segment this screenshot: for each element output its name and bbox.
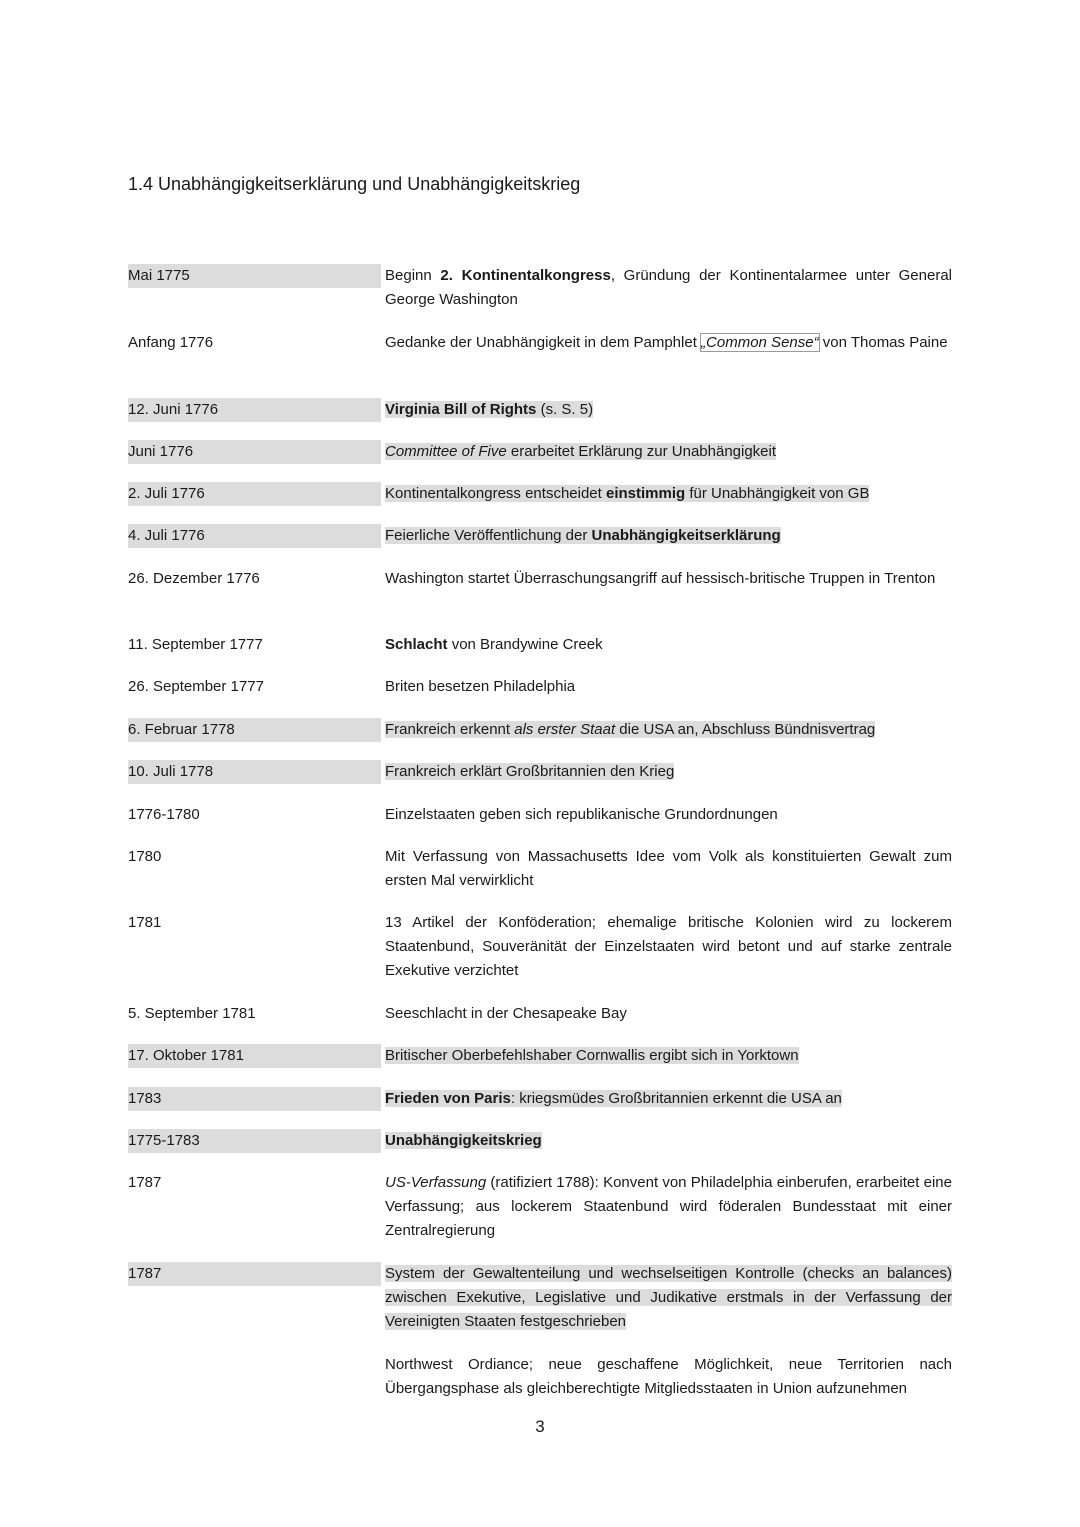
entry-description xyxy=(385,524,952,548)
entry-date: Juni 1776 xyxy=(128,440,381,464)
bold-text: Unabhängigkeitskrieg xyxy=(385,1132,542,1149)
entry-date: 12. Juni 1776 xyxy=(128,398,381,422)
entry-description xyxy=(385,331,952,355)
entry-date: 1787 xyxy=(128,1174,162,1191)
entry-description xyxy=(385,718,952,742)
entry-description xyxy=(385,1129,952,1153)
entry-date: 17. Oktober 1781 xyxy=(128,1044,381,1068)
text-segment: Feierliche Veröffentlichung der xyxy=(385,527,592,544)
bold-text: Frieden von Paris xyxy=(385,1090,511,1107)
text-segment: von Thomas Paine xyxy=(818,334,948,351)
entry-date: 1775-1783 xyxy=(128,1129,381,1153)
entry-description xyxy=(385,1262,952,1335)
entry-date: 1787 xyxy=(128,1262,381,1286)
text-segment: Einzelstaaten geben sich republikanische Grundordnungen xyxy=(385,806,778,823)
text-segment: (s. S. 5) xyxy=(536,401,594,418)
italic-text: als erster Staat xyxy=(514,721,616,738)
text-segment: : kriegsmüdes Großbritannien erkennt die USA an xyxy=(510,1090,842,1107)
entry-date: 1776-1780 xyxy=(128,806,200,823)
entry-date: Anfang 1776 xyxy=(128,334,214,351)
entry-date: 4. Juli 1776 xyxy=(128,524,381,548)
text-segment: für Unabhängigkeit von GB xyxy=(685,485,870,502)
entry-date: 6. Februar 1778 xyxy=(128,718,381,742)
text-segment: Seeschlacht in der Chesapeake Bay xyxy=(385,1005,627,1022)
entry-description xyxy=(385,1044,952,1068)
entry-date: Mai 1775 xyxy=(128,264,381,288)
text-segment: Frankreich erklärt Großbritannien den Krieg xyxy=(385,763,675,780)
entry-date: 26. Dezember 1776 xyxy=(128,570,260,587)
text-segment: , Gründung der Kontinentalarmee unter General George Washington xyxy=(385,267,952,309)
text-segment: Kontinentalkongress entscheidet xyxy=(385,485,606,502)
entry-description xyxy=(385,1087,952,1111)
text-segment: erarbeitet Erklärung zur Unabhängigkeit xyxy=(506,443,777,460)
entry-description xyxy=(385,482,952,506)
entry-description xyxy=(385,760,952,784)
text-segment: 13 Artikel der Konföderation; ehemalige britische Kolonien wird zu lockerem Staatenbund, Souveränität der Einzelstaaten wird betont und auf starke zentrale Exekutive verzichtet xyxy=(385,914,952,980)
page-number: 3 xyxy=(535,1417,545,1436)
entry-description xyxy=(385,633,952,657)
entry-date: 1780 xyxy=(128,848,162,865)
entry-date: 26. September 1777 xyxy=(128,678,264,695)
entry-date: 11. September 1777 xyxy=(128,636,263,653)
entry-date: 1781 xyxy=(128,914,162,931)
text-segment: von Brandywine Creek xyxy=(447,636,603,653)
entry-description xyxy=(385,440,952,464)
bold-text: einstimmig xyxy=(605,485,686,502)
bold-text: Unabhängigkeitserklärung xyxy=(591,527,781,544)
italic-text: „Common Sense“ xyxy=(701,334,819,351)
text-segment: die USA an, Abschluss Bündnisvertrag xyxy=(615,721,876,738)
text-segment: Briten besetzen Philadelphia xyxy=(385,678,576,695)
italic-text: US-Verfassung xyxy=(385,1174,487,1191)
entry-description xyxy=(385,398,952,422)
entry-description xyxy=(385,264,952,312)
section-heading: 1.4 Unabhängigkeitserklärung und Unabhängigkeitskrieg xyxy=(128,174,581,194)
text-segment: Frankreich erkennt xyxy=(385,721,515,738)
text-segment: (ratifiziert 1788): Konvent von Philadelphia einberufen, erarbeitet eine Verfassung; aus lockerem Staatenbund wird föderalen Bundesstaat mit einer Zentralregierung xyxy=(385,1174,952,1240)
bold-text: Virginia Bill of Rights xyxy=(385,401,537,418)
entry-description xyxy=(385,1353,952,1401)
entry-description xyxy=(385,803,952,827)
text-segment: Northwest Ordiance; neue geschaffene Möglichkeit, neue Territorien nach Übergangsphase als gleichberechtigte Mitgliedsstaaten in Union aufzunehmen xyxy=(385,1356,952,1398)
text-segment: Mit Verfassung von Massachusetts Idee vom Volk als konstituierten Gewalt zum ersten Mal verwirklicht xyxy=(385,848,952,890)
entry-description xyxy=(385,1002,952,1026)
entry-date: 1783 xyxy=(128,1087,381,1111)
entry-description xyxy=(385,567,952,591)
entry-date: 10. Juli 1778 xyxy=(128,760,381,784)
bold-text: Schlacht xyxy=(385,636,448,653)
entry-description xyxy=(385,845,952,893)
text-segment: System der Gewaltenteilung und wechselseitigen Kontrolle (checks an balances) zwischen Exekutive, Legislative und Judikative erstmals in der Verfassung der Vereinigten Staaten festgeschrieben xyxy=(385,1265,952,1331)
entry-description xyxy=(385,911,952,984)
italic-text: Committee of Five xyxy=(385,443,507,460)
entry-description xyxy=(385,675,952,699)
entry-date: 2. Juli 1776 xyxy=(128,482,381,506)
text-segment: Gedanke der Unabhängigkeit in dem Pamphlet xyxy=(385,334,702,351)
entry-date: 5. September 1781 xyxy=(128,1005,256,1022)
bold-text: 2. Kontinentalkongress xyxy=(440,267,611,284)
text-segment: Beginn xyxy=(385,267,441,284)
entry-description xyxy=(385,1171,952,1244)
text-segment: Washington startet Überraschungsangriff auf hessisch-britische Truppen in Trenton xyxy=(385,570,936,587)
text-segment: Britischer Oberbefehlshaber Cornwallis ergibt sich in Yorktown xyxy=(385,1047,799,1064)
